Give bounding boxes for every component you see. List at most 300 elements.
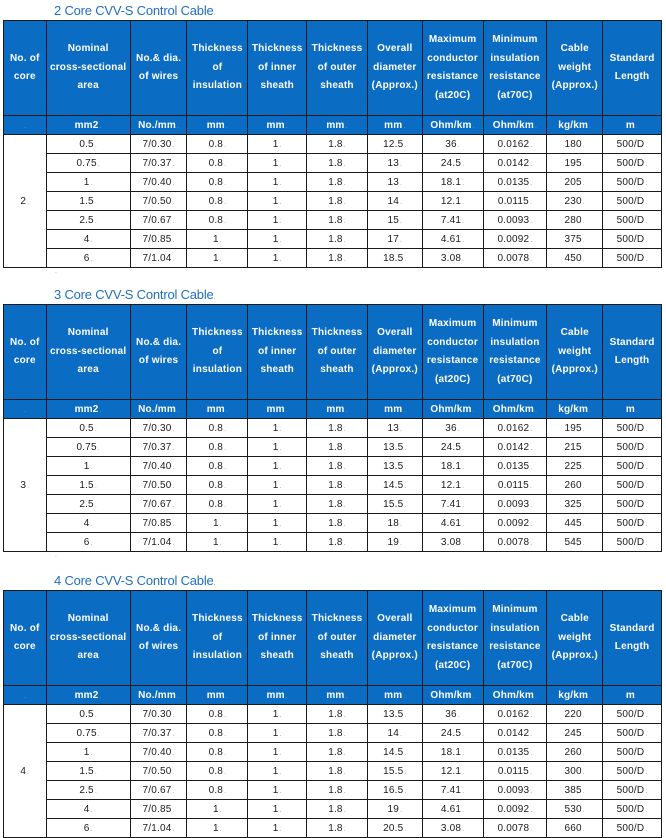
column-header	[4, 21, 47, 116]
table-cell: 14.5.	[367, 743, 422, 762]
cell-mark-icon: .	[172, 501, 175, 509]
header-line: No. of	[10, 336, 40, 348]
cell-mark-icon: .	[462, 749, 465, 757]
cell-mark-icon: .	[530, 711, 533, 719]
cell-mark-icon: .	[94, 217, 97, 225]
table-row	[4, 476, 662, 495]
cell-mark-icon: .	[90, 825, 93, 833]
cell-mark-icon: .	[399, 806, 403, 814]
header-line: (Approx.)	[551, 80, 598, 92]
cell-mark-icon: .	[94, 198, 97, 206]
header-line: of	[212, 631, 223, 643]
header-line: resistance	[489, 71, 541, 82]
table-cell: 1.	[248, 533, 307, 552]
header-line: Length	[614, 641, 650, 652]
table-cell: 1.	[248, 438, 307, 457]
cell-mark-icon: .	[530, 730, 533, 738]
core-count-cell: 2.	[4, 135, 47, 268]
header-line: insulation	[192, 650, 243, 662]
table-cell: 6.	[46, 533, 130, 552]
cell-mark-icon: .	[224, 160, 227, 168]
table-cell: 4.	[46, 514, 130, 533]
unit-cell: Ohm/km.	[422, 116, 483, 135]
table-row	[4, 135, 662, 154]
cell-mark-icon: .	[24, 122, 27, 130]
cell-mark-icon: .	[462, 768, 465, 776]
cell-mark-icon: .	[530, 160, 533, 168]
cell-mark-icon: .	[462, 198, 465, 206]
header-line: sheath	[260, 650, 294, 662]
header-line: sheath	[320, 80, 354, 92]
table-cell: 500/D.	[603, 192, 662, 211]
cell-mark-icon: .	[172, 255, 175, 263]
cell-mark-icon: .	[530, 444, 533, 452]
table-cell: 1.	[248, 154, 307, 173]
column-header	[547, 21, 603, 116]
table-cell: 1.	[187, 800, 248, 819]
header-line: Length	[614, 71, 650, 82]
cell-mark-icon: .	[343, 217, 346, 225]
column-header	[130, 305, 187, 400]
cell-mark-icon: .	[172, 141, 175, 149]
table-cell: 12.1.	[422, 192, 483, 211]
cell-mark-icon: .	[279, 463, 282, 471]
table-cell: 7.41.	[422, 495, 483, 514]
table-cell: 0.8.	[187, 192, 248, 211]
cell-mark-icon: .	[343, 787, 346, 795]
table-cell: 500/D.	[603, 781, 662, 800]
cell-mark-icon: .	[224, 482, 227, 490]
cell-mark-icon: .	[343, 141, 346, 149]
cell-mark-icon: .	[404, 444, 407, 452]
table-cell: 1.8.	[307, 211, 368, 230]
cell-mark-icon: .	[530, 255, 533, 263]
cell-mark-icon: .	[279, 179, 282, 187]
unit-cell: mm.	[248, 116, 307, 135]
header-line: cross-sectional	[49, 345, 127, 357]
table-cell: 14.	[367, 192, 422, 211]
cell-mark-icon: .	[279, 501, 282, 509]
header-line: Thickness	[311, 613, 363, 625]
cell-mark-icon: .	[457, 141, 460, 149]
header-line: resistance	[426, 71, 479, 82]
cell-mark-icon: .	[534, 406, 538, 414]
cell-mark-icon: .	[285, 692, 288, 700]
cell-mark-icon: .	[645, 217, 648, 225]
table-cell: 7.41.	[422, 781, 483, 800]
cell-mark-icon: .	[462, 539, 465, 547]
cell-mark-icon: .	[224, 141, 227, 149]
cell-mark-icon: .	[224, 444, 227, 452]
cell-mark-icon: .	[530, 236, 533, 244]
table-cell: 280.	[547, 211, 603, 230]
table-cell: 0.8.	[187, 495, 248, 514]
header-line: cross-sectional	[49, 61, 127, 73]
cell-mark-icon: .	[645, 730, 648, 738]
cell-mark-icon: .	[172, 768, 175, 776]
cell-mark-icon: .	[90, 179, 93, 187]
table-cell: 1.	[187, 249, 248, 268]
cell-mark-icon: .	[645, 141, 648, 149]
unit-cell: mm.	[367, 686, 422, 705]
cell-mark-icon: .	[399, 179, 403, 187]
table-cell: 0.0142.	[483, 154, 547, 173]
table-cell: 1.	[248, 476, 307, 495]
column-header	[603, 591, 662, 686]
unit-cell: Ohm/km.	[422, 686, 483, 705]
column-header	[547, 591, 603, 686]
header-line: resistance	[426, 641, 479, 652]
table-cell: 17.	[367, 230, 422, 249]
table-row	[4, 457, 662, 476]
unit-cell: kg/km.	[547, 686, 603, 705]
table-row	[4, 249, 662, 268]
table-cell: 1.	[187, 819, 248, 838]
cell-mark-icon: .	[462, 825, 465, 833]
paragraph-mark-icon: .	[55, 552, 57, 559]
header-line: insulation	[490, 52, 540, 64]
table-cell: 0.8.	[187, 135, 248, 154]
table-row	[4, 438, 662, 457]
table-cell: 0.8.	[187, 438, 248, 457]
column-header	[307, 305, 368, 400]
table-cell: 1.5.	[46, 762, 130, 781]
unit-cell: No./mm.	[130, 400, 187, 419]
table-cell: 500/D.	[603, 724, 662, 743]
cell-mark-icon: .	[90, 539, 93, 547]
cell-mark-icon: .	[224, 198, 227, 206]
cell-mark-icon: .	[582, 520, 585, 528]
cell-mark-icon: .	[582, 217, 585, 225]
cell-mark-icon: .	[225, 406, 229, 414]
table-cell: 500/D.	[603, 533, 662, 552]
cell-mark-icon: .	[462, 730, 465, 738]
cell-mark-icon: .	[279, 711, 282, 719]
cell-mark-icon: .	[404, 141, 407, 149]
cell-mark-icon: .	[404, 825, 407, 833]
cell-mark-icon: .	[462, 520, 465, 528]
header-line: Maximum	[428, 604, 477, 615]
table-cell: 500/D.	[603, 230, 662, 249]
cell-mark-icon: .	[172, 711, 175, 719]
column-header	[367, 591, 422, 686]
table-cell: 1.	[187, 230, 248, 249]
cell-mark-icon: .	[645, 768, 648, 776]
spec-table	[3, 590, 662, 838]
table-cell: 0.8.	[187, 211, 248, 230]
table-cell: 13.	[367, 154, 422, 173]
section-title-text: 4 Core CVV-S Control Cable	[54, 573, 214, 588]
table-cell: 0.75.	[46, 154, 130, 173]
cell-mark-icon: .	[534, 692, 538, 700]
table-cell: 545.	[547, 533, 603, 552]
cell-mark-icon: .	[645, 501, 648, 509]
cell-mark-icon: .	[582, 539, 585, 547]
units-row	[4, 400, 662, 419]
table-cell: 2.5.	[46, 495, 130, 514]
header-line: (at20C)	[434, 659, 471, 671]
cell-mark-icon: .	[279, 730, 282, 738]
cell-mark-icon: .	[343, 179, 346, 187]
table-cell: 0.5.	[46, 135, 130, 154]
table-cell: 18.1.	[422, 173, 483, 192]
header-line: of wires	[138, 641, 179, 652]
cell-mark-icon: .	[343, 444, 346, 452]
table-cell: 500/D.	[603, 135, 662, 154]
cell-mark-icon: .	[403, 692, 406, 700]
cell-mark-icon: .	[343, 463, 346, 471]
table-cell: 1.8.	[307, 781, 368, 800]
header-line: conductor	[427, 336, 478, 348]
header-line: Thickness	[311, 327, 363, 339]
table-cell: 7/0.37.	[130, 154, 187, 173]
header-line: Standard	[609, 622, 655, 634]
unit-cell: No./mm.	[130, 116, 187, 135]
cell-mark-icon: .	[97, 730, 100, 738]
table-cell: 1.	[46, 743, 130, 762]
table-cell: 500/D.	[603, 211, 662, 230]
cell-mark-icon: .	[530, 217, 533, 225]
table-cell: 0.0092.	[483, 230, 547, 249]
header-line: of wires	[138, 71, 179, 82]
cell-mark-icon: .	[589, 122, 592, 130]
section-title-text: 2 Core CVV-S Control Cable	[54, 3, 214, 18]
table-cell: 0.0135.	[483, 743, 547, 762]
header-line: No. of	[10, 52, 40, 64]
cell-mark-icon: .	[224, 711, 227, 719]
table-cell: 1.	[248, 781, 307, 800]
table-cell: 0.0092.	[483, 514, 547, 533]
cell-mark-icon: .	[172, 520, 175, 528]
table-cell: 0.8.	[187, 781, 248, 800]
header-line: of wires	[138, 355, 179, 366]
cell-mark-icon: .	[582, 425, 585, 433]
cell-mark-icon: .	[90, 806, 93, 814]
table-cell: 1.8.	[307, 230, 368, 249]
table-cell: 1.	[248, 173, 307, 192]
unit-cell	[4, 686, 47, 705]
cell-mark-icon: .	[399, 217, 403, 225]
cell-mark-icon: .	[462, 255, 465, 263]
cell-mark-icon: .	[172, 749, 175, 757]
table-cell: 1.	[187, 514, 248, 533]
cell-mark-icon: .	[404, 787, 407, 795]
table-cell: 24.5.	[422, 724, 483, 743]
cell-mark-icon: .	[645, 520, 648, 528]
cell-mark-icon: .	[279, 806, 282, 814]
cell-mark-icon: .	[462, 236, 465, 244]
unit-cell: m.	[603, 400, 662, 419]
cell-mark-icon: .	[90, 236, 93, 244]
column-header	[483, 305, 547, 400]
table-cell: 24.5.	[422, 154, 483, 173]
cell-mark-icon: .	[224, 179, 227, 187]
cell-mark-icon: .	[94, 501, 97, 509]
cell-mark-icon: .	[582, 141, 585, 149]
cell-mark-icon: .	[534, 122, 538, 130]
table-cell: 1.	[187, 533, 248, 552]
header-line: Overall	[377, 327, 413, 339]
table-row	[4, 724, 662, 743]
cell-mark-icon: .	[582, 730, 585, 738]
column-header	[422, 305, 483, 400]
cell-mark-icon: .	[645, 444, 648, 452]
header-line: weight	[558, 345, 592, 357]
table-cell: 16.5.	[367, 781, 422, 800]
cell-mark-icon: .	[279, 768, 282, 776]
header-line: (at70C)	[497, 373, 533, 385]
units-row	[4, 116, 662, 135]
cell-mark-icon: .	[462, 179, 465, 187]
table-cell: 0.5.	[46, 705, 130, 724]
header-line: weight	[558, 61, 592, 73]
table-cell: 1.8.	[307, 154, 368, 173]
table-row	[4, 819, 662, 838]
cell-mark-icon: .	[224, 768, 227, 776]
table-cell: 245.	[547, 724, 603, 743]
cell-mark-icon: .	[176, 406, 180, 414]
table-cell: 24.5.	[422, 438, 483, 457]
column-header	[46, 305, 130, 400]
unit-cell: Ohm/km.	[483, 400, 547, 419]
table-cell: 220.	[547, 705, 603, 724]
table-cell: 13.5.	[367, 457, 422, 476]
table-cell: 18.1.	[422, 457, 483, 476]
cell-mark-icon: .	[94, 787, 97, 795]
header-line: Thickness	[192, 327, 243, 339]
table-cell: 0.8.	[187, 705, 248, 724]
table-cell: 1.	[248, 457, 307, 476]
table-cell: 1.8.	[307, 724, 368, 743]
table-cell: 7/1.04.	[130, 249, 187, 268]
cell-mark-icon: .	[279, 520, 282, 528]
table-cell: 205.	[547, 173, 603, 192]
table-cell: 300.	[547, 762, 603, 781]
cell-mark-icon: .	[343, 711, 346, 719]
cell-mark-icon: .	[99, 692, 102, 700]
cell-mark-icon: .	[224, 501, 227, 509]
cell-mark-icon: .	[645, 825, 648, 833]
table-cell: 450.	[547, 249, 603, 268]
table-cell: 0.0078.	[483, 819, 547, 838]
spec-table	[3, 20, 662, 268]
cell-mark-icon: .	[404, 501, 407, 509]
table-cell: 1.	[248, 514, 307, 533]
table-cell: 18.	[367, 514, 422, 533]
table-cell: 1.8.	[307, 743, 368, 762]
table-row	[4, 211, 662, 230]
cell-mark-icon: .	[582, 787, 585, 795]
cell-mark-icon: .	[279, 787, 282, 795]
table-cell: 14.	[367, 724, 422, 743]
cell-mark-icon: .	[279, 825, 282, 833]
table-cell: 7/1.04.	[130, 819, 187, 838]
table-cell: 1.	[46, 173, 130, 192]
table-row	[4, 230, 662, 249]
core-count-cell: 3.	[4, 419, 47, 552]
table-row	[4, 154, 662, 173]
table-cell: 14.5.	[367, 476, 422, 495]
cell-mark-icon: .	[472, 692, 475, 700]
table-cell: 20.5.	[367, 819, 422, 838]
header-line: Thickness	[192, 613, 243, 625]
header-line: sheath	[320, 364, 354, 376]
table-cell: 1.5.	[46, 476, 130, 495]
cell-mark-icon: .	[94, 425, 97, 433]
cell-mark-icon: .	[403, 122, 406, 130]
header-line: of inner	[258, 61, 297, 73]
cell-mark-icon: .	[403, 406, 406, 414]
cell-mark-icon: .	[582, 482, 585, 490]
column-header	[248, 21, 307, 116]
header-line: of outer	[317, 345, 357, 357]
cell-mark-icon: .	[279, 198, 282, 206]
unit-cell	[4, 116, 47, 135]
table-cell: 15.	[367, 211, 422, 230]
column-header	[187, 21, 248, 116]
header-line: Cable	[560, 327, 589, 339]
column-header	[187, 305, 248, 400]
table-cell: 0.8.	[187, 743, 248, 762]
cell-mark-icon: .	[582, 444, 585, 452]
cell-mark-icon: .	[172, 179, 175, 187]
cell-mark-icon: .	[399, 520, 403, 528]
header-line: Thickness	[192, 43, 243, 55]
header-line: sheath	[260, 80, 294, 92]
unit-cell: m.	[603, 686, 662, 705]
cell-mark-icon: .	[90, 520, 93, 528]
header-line: Thickness	[251, 613, 303, 625]
unit-cell: mm.	[187, 686, 248, 705]
cell-mark-icon: .	[343, 160, 346, 168]
header-row	[4, 21, 662, 116]
cell-mark-icon: .	[343, 482, 346, 490]
cell-mark-icon: .	[404, 255, 407, 263]
table-cell: 0.8.	[187, 762, 248, 781]
table-cell: 260.	[547, 476, 603, 495]
cell-mark-icon: .	[343, 768, 346, 776]
header-line: No.& dia.	[136, 336, 182, 348]
cell-mark-icon: .	[645, 236, 648, 244]
table-cell: 0.5.	[46, 419, 130, 438]
cell-mark-icon: .	[219, 520, 222, 528]
table-cell: 0.0078.	[483, 533, 547, 552]
header-line: sheath	[260, 364, 294, 376]
table-cell: 0.0093.	[483, 211, 547, 230]
cell-mark-icon: .	[27, 768, 30, 776]
spec-table	[3, 304, 662, 552]
table-cell: 1.	[248, 419, 307, 438]
cell-mark-icon: .	[224, 749, 227, 757]
table-row	[4, 495, 662, 514]
table-cell: 0.0093.	[483, 495, 547, 514]
cell-mark-icon: .	[457, 711, 460, 719]
header-line: Overall	[377, 613, 413, 625]
header-line: (Approx.)	[371, 364, 418, 376]
table-cell: 1.	[248, 211, 307, 230]
cell-mark-icon: .	[343, 730, 346, 738]
table-cell: 260.	[547, 743, 603, 762]
table-cell: 7/0.37.	[130, 724, 187, 743]
cell-mark-icon: .	[645, 425, 648, 433]
cell-mark-icon: .	[343, 425, 346, 433]
cell-mark-icon: .	[399, 198, 403, 206]
table-cell: 0.0142.	[483, 724, 547, 743]
cell-mark-icon: .	[345, 122, 348, 130]
table-cell: 7/1.04.	[130, 533, 187, 552]
cell-mark-icon: .	[172, 787, 175, 795]
table-cell: 180.	[547, 135, 603, 154]
